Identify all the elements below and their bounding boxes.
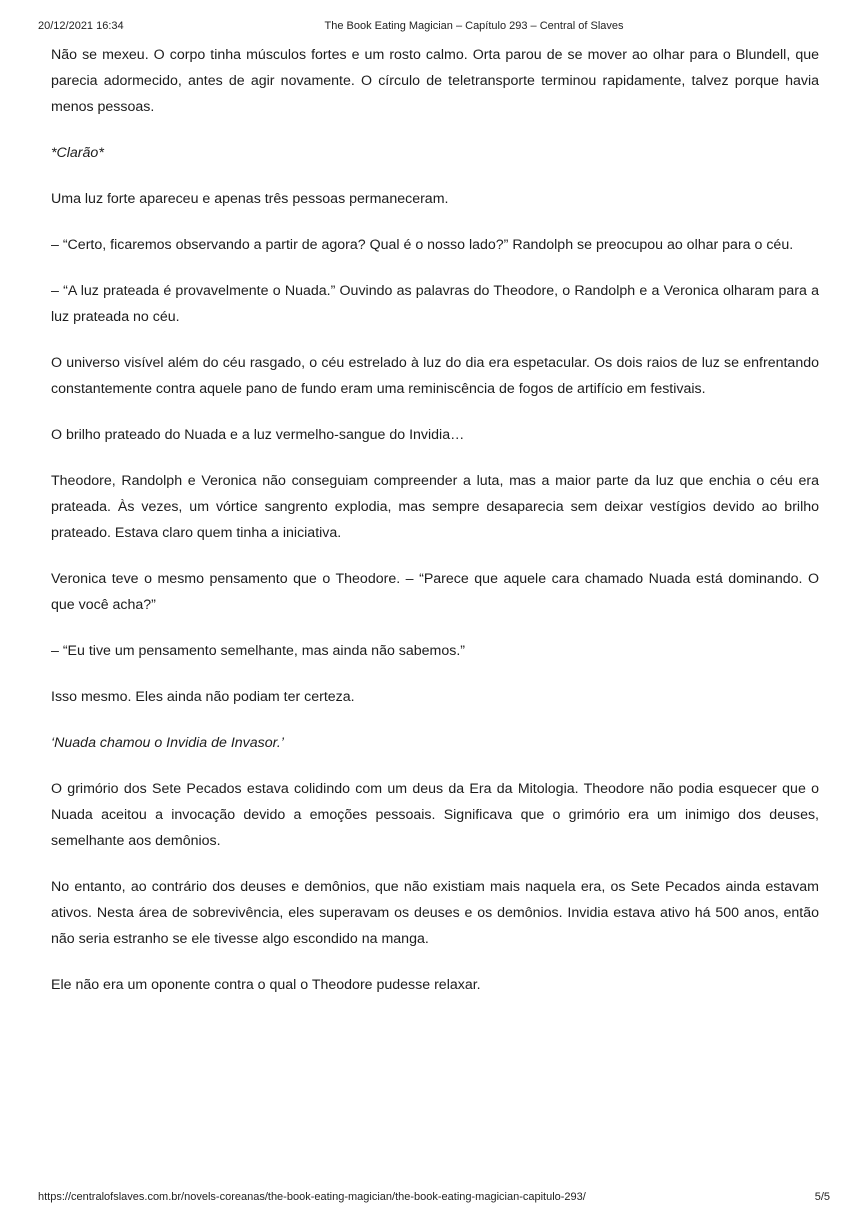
paragraph: Uma luz forte apareceu e apenas três pessoas permaneceram. — [51, 191, 449, 207]
paragraph-italic: *Clarão* — [51, 145, 104, 161]
paragraph: No entanto, ao contrário dos deuses e demônios, que não existiam mais naquela era, os Sete Pecados ainda estavam ativos. Nesta área de sobrevivência, eles superavam os deuses e os demônios. Invidia estava ativo há 500 anos, então não seria estranho se ele tivesse algo escondido na manga. — [51, 879, 819, 947]
print-header — [38, 20, 830, 36]
paragraph: Ele não era um oponente contra o qual o Theodore pudesse relaxar. — [51, 977, 481, 993]
print-datetime: 20/12/2021 16:34 — [38, 20, 124, 32]
paragraph: – “Eu tive um pensamento semelhante, mas ainda não sabemos.” — [51, 643, 466, 659]
paragraph: – “Certo, ficaremos observando a partir de agora? Qual é o nosso lado?” Randolph se preocupou ao olhar para o céu. — [51, 237, 794, 253]
document-title: The Book Eating Magician – Capítulo 293 – Central of Slaves — [324, 20, 624, 32]
paragraph: O grimório dos Sete Pecados estava colidindo com um deus da Era da Mitologia. Theodore não podia esquecer que o Nuada aceitou a invocação devido a emoções pessoais. Significava que o grimório era um inimigo dos deuses, semelhante aos demônios. — [51, 781, 819, 849]
print-footer — [38, 1191, 830, 1207]
paragraph: Veronica teve o mesmo pensamento que o Theodore. – “Parece que aquele cara chamado Nuada está dominando. O que você acha?” — [51, 571, 819, 613]
paragraph: O brilho prateado do Nuada e a luz vermelho-sangue do Invidia… — [51, 427, 465, 443]
paragraph: Isso mesmo. Eles ainda não podiam ter certeza. — [51, 689, 355, 705]
paragraph-italic: ‘Nuada chamou o Invidia de Invasor.’ — [51, 735, 284, 751]
paragraph: Theodore, Randolph e Veronica não conseguiam compreender a luta, mas a maior parte da luz que enchia o céu era prateada. Às vezes, um vórtice sangrento explodia, mas sempre desaparecia sem deixar vestígios devido ao brilho prateado. Estava claro quem tinha a iniciativa. — [51, 473, 819, 541]
page-number: 5/5 — [814, 1191, 830, 1203]
paragraph: O universo visível além do céu rasgado, o céu estrelado à luz do dia era espetacular. Os dois raios de luz se enfrentando constantemente contra aquele pano de fundo eram uma reminiscência de fogos de artifício em festivais. — [51, 355, 819, 397]
paragraph: – “A luz prateada é provavelmente o Nuada.” Ouvindo as palavras do Theodore, o Randolph e a Veronica olharam para a luz prateada no céu. — [51, 283, 819, 325]
paragraph: Não se mexeu. O corpo tinha músculos fortes e um rosto calmo. Orta parou de se mover ao olhar para o Blundell, que parecia adormecido, antes de agir novamente. O círculo de teletransporte terminou rapidamente, talvez porque havia menos pessoas. — [51, 47, 819, 115]
chapter-content — [51, 42, 819, 1018]
page-url[interactable]: https://centralofslaves.com.br/novels-coreanas/the-book-eating-magician/the-book-eating-magician-capitulo-293/ — [38, 1191, 586, 1203]
